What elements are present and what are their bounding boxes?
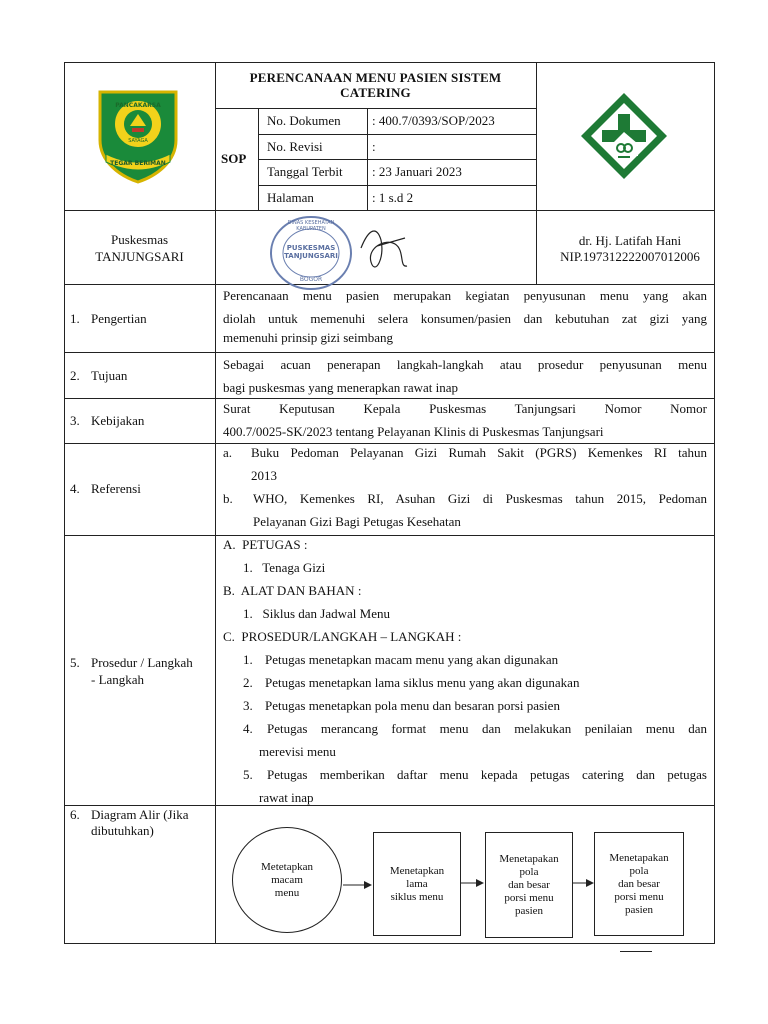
step-number: 3.: [243, 698, 253, 713]
meta-label: No. Dokumen: [267, 113, 341, 128]
node-line: pola: [629, 864, 649, 877]
footer-divider: [620, 951, 652, 952]
org-name: [64, 231, 215, 265]
flow-node-step: [594, 832, 684, 936]
list-item: 1. Siklus dan Jadwal Menu: [243, 606, 390, 621]
section-num: 1.: [70, 311, 80, 326]
section-title-line1: Prosedur / Langkah: [91, 655, 193, 670]
text-line: bagi puskesmas yang menerapkan rawat inap: [223, 380, 459, 395]
meta-label: Tanggal Terbit: [267, 164, 343, 179]
meta-value: : 23 Januari 2023: [372, 164, 462, 179]
section-tujuan-body: [223, 353, 707, 399]
list-marker: a.: [223, 445, 233, 460]
section-title: Pengertian: [91, 311, 147, 326]
step-item: [243, 648, 707, 671]
section-prosedur-body: [223, 533, 707, 809]
stamp-center-line1: PUSKESMAS: [286, 244, 336, 252]
head-officer: [536, 233, 714, 265]
logo-ribbon-text: TEGAR BERIMAN: [110, 160, 166, 167]
section-num: 5.: [70, 655, 80, 670]
node-line: Menetapakan: [499, 852, 559, 865]
node-line: siklus menu: [390, 890, 444, 903]
node-line: porsi menu: [614, 890, 664, 903]
list-text: Pelayanan Gizi Bagi Petugas Kesehatan: [253, 514, 461, 529]
meta-label: Halaman: [267, 190, 314, 205]
step-number: 4.: [243, 721, 253, 736]
logo-right: [578, 90, 670, 187]
section-diagram-label: [70, 807, 189, 838]
section-num: 3.: [70, 413, 80, 428]
step-item: [243, 763, 707, 809]
flow-node-step: [373, 832, 461, 936]
list-text: 2013: [251, 468, 277, 483]
list-item: 1. Tenaga Gizi: [243, 560, 326, 575]
text-line: diolah untuk memenuhi selera konsumen/pasien dan kebutuhan zat gizi yang: [223, 311, 707, 326]
node-line: pola: [519, 865, 539, 878]
section-kebijakan-body: [223, 397, 707, 443]
stamp-center-text: [282, 244, 340, 260]
step-item: [243, 694, 707, 717]
node-line: macam: [271, 873, 303, 886]
section-prosedur-label: [70, 654, 193, 687]
section-title: Tujuan: [91, 368, 128, 383]
logo-inner-text: SAYAGA: [128, 138, 148, 144]
subsection-heading: A. PETUGAS :: [223, 537, 308, 552]
meta-value: : 400.7/0393/SOP/2023: [372, 113, 495, 128]
step-number: 1.: [243, 652, 253, 667]
logo-left: [96, 88, 180, 184]
flow-node-start: [232, 827, 342, 933]
stamp-ring-text: DINAS KESEHATAN KABUPATEN: [287, 220, 335, 232]
official-stamp: [268, 214, 354, 292]
section-title: Kebijakan: [91, 413, 145, 428]
step-item: [243, 671, 707, 694]
step-text: Petugas memberikan daftar menu kepada petugas catering dan petugas: [267, 767, 707, 782]
text-line: 400.7/0025-SK/2023 tentang Pelayanan Klinis di Puskesmas Tanjungsari: [223, 424, 604, 439]
subsection-heading: B. ALAT DAN BAHAN :: [223, 583, 362, 598]
section-title: Referensi: [91, 481, 141, 496]
org-line2: TANJUNGSARI: [95, 249, 184, 264]
node-line: Metetapkan: [261, 860, 313, 873]
section-title: [91, 807, 221, 839]
step-number: 5.: [243, 767, 253, 782]
node-line: dan besar: [618, 877, 660, 890]
step-text: Petugas menetapkan lama siklus menu yang akan digunakan: [265, 675, 580, 690]
meta-value: :: [372, 139, 376, 154]
section-referensi-body: [223, 441, 707, 533]
meta-value: : 1 s.d 2: [372, 190, 414, 205]
doc-title-line1: PERENCANAAN MENU PASIEN SISTEM: [249, 70, 502, 85]
meta-label: No. Revisi: [267, 139, 323, 154]
head-nip: NIP.197312222007012006: [560, 249, 700, 264]
node-line: dan besar: [508, 878, 550, 891]
section-title-line2: - Langkah: [91, 672, 145, 687]
logo-top-text: PANCAKARSA: [115, 102, 161, 109]
doc-title-line2: CATERING: [340, 85, 411, 100]
section-num: 4.: [70, 481, 80, 496]
section-referensi-label: [70, 481, 141, 497]
step-item: [243, 717, 707, 763]
signature-scribble: [355, 218, 415, 287]
flow-diagram: [215, 805, 714, 943]
list-text: WHO, Kemenkes RI, Asuhan Gizi di Puskesmas tahun 2015, Pedoman: [253, 491, 707, 506]
section-tujuan-label: [70, 368, 128, 384]
list-marker: b.: [223, 491, 233, 506]
text-line: Sebagai acuan penerapan langkah-langkah atau prosedur penyusunan menu: [223, 357, 707, 372]
section-title-line2: dibutuhkan): [91, 823, 154, 838]
org-line1: Puskesmas: [110, 232, 169, 247]
stamp-bottom-text: BOGOR: [299, 276, 323, 283]
step-text-cont: rawat inap: [259, 790, 314, 805]
doc-title: [215, 70, 536, 100]
stamp-center-line2: TANJUNGSARI: [284, 252, 338, 260]
section-title: [91, 654, 221, 688]
list-item: [223, 441, 707, 487]
node-line: pasien: [624, 903, 654, 916]
section-pengertian-body: [223, 284, 707, 345]
step-text: Petugas merancang format menu dan melakukan penilaian menu dan: [267, 721, 707, 736]
list-item: [223, 487, 707, 533]
sop-label: SOP: [221, 151, 247, 166]
text-line: Perencanaan menu pasien merupakan kegiatan penyusunan menu yang akan: [223, 288, 707, 303]
section-num: 2.: [70, 368, 80, 383]
step-text: Petugas menetapkan pola menu dan besaran porsi pasien: [265, 698, 560, 713]
node-line: lama: [406, 877, 428, 890]
section-kebijakan-label: [70, 413, 145, 429]
section-pengertian-label: [70, 311, 147, 327]
section-title-line1: Diagram Alir (Jika: [91, 807, 189, 822]
node-line: Menetapakan: [609, 851, 669, 864]
step-text: Petugas menetapkan macam menu yang akan digunakan: [265, 652, 559, 667]
section-num: 6.: [70, 807, 80, 822]
flow-node-step: [485, 832, 573, 938]
text-line: memenuhi prinsip gizi seimbang: [223, 330, 394, 345]
subsection-heading: C. PROSEDUR/LANGKAH – LANGKAH :: [223, 629, 462, 644]
text-line: Surat Keputusan Kepala Puskesmas Tanjungsari Nomor Nomor: [223, 401, 707, 416]
node-line: porsi menu: [504, 891, 554, 904]
node-line: pasien: [514, 904, 544, 917]
head-name: dr. Hj. Latifah Hani: [578, 233, 682, 248]
node-line: Menetapkan: [389, 864, 445, 877]
step-text-cont: merevisi menu: [259, 744, 336, 759]
node-line: menu: [274, 886, 300, 899]
step-number: 2.: [243, 675, 253, 690]
list-text: Buku Pedoman Pelayanan Gizi Rumah Sakit (PGRS) Kemenkes RI tahun: [251, 445, 707, 460]
